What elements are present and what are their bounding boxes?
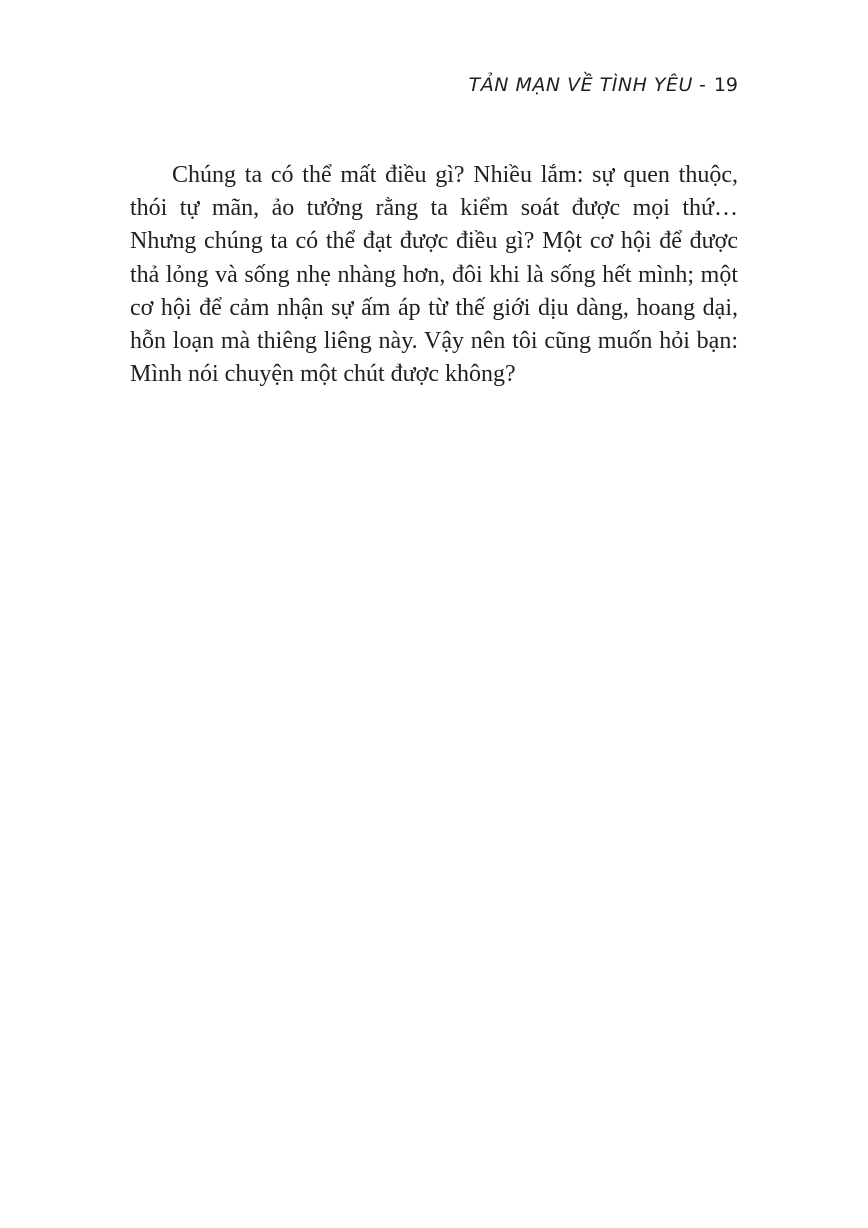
body-text [130,159,738,391]
running-header [420,74,738,96]
page-number: 19 [713,74,738,96]
header-separator: - [698,74,706,96]
running-title: TẢN MẠN VỀ TÌNH YÊU [468,74,693,96]
body-paragraph: Chúng ta có thể mất điều gì? Nhiều lắm: sự quen thuộc, thói tự mãn, ảo tưởng rằng ta kiểm soát được mọi thứ… Nhưng chúng ta có thể đạt được điều gì? Một cơ hội để được thả lỏng và sống nhẹ nhàng hơn, đôi khi là sống hết mình; một cơ hội để cảm nhận sự ấm áp từ thế giới dịu dàng, hoang dại, hỗn loạn mà thiêng liêng này. Vậy nên tôi cũng muốn hỏi bạn: Mình nói chuyện một chút được không? [130,162,738,388]
